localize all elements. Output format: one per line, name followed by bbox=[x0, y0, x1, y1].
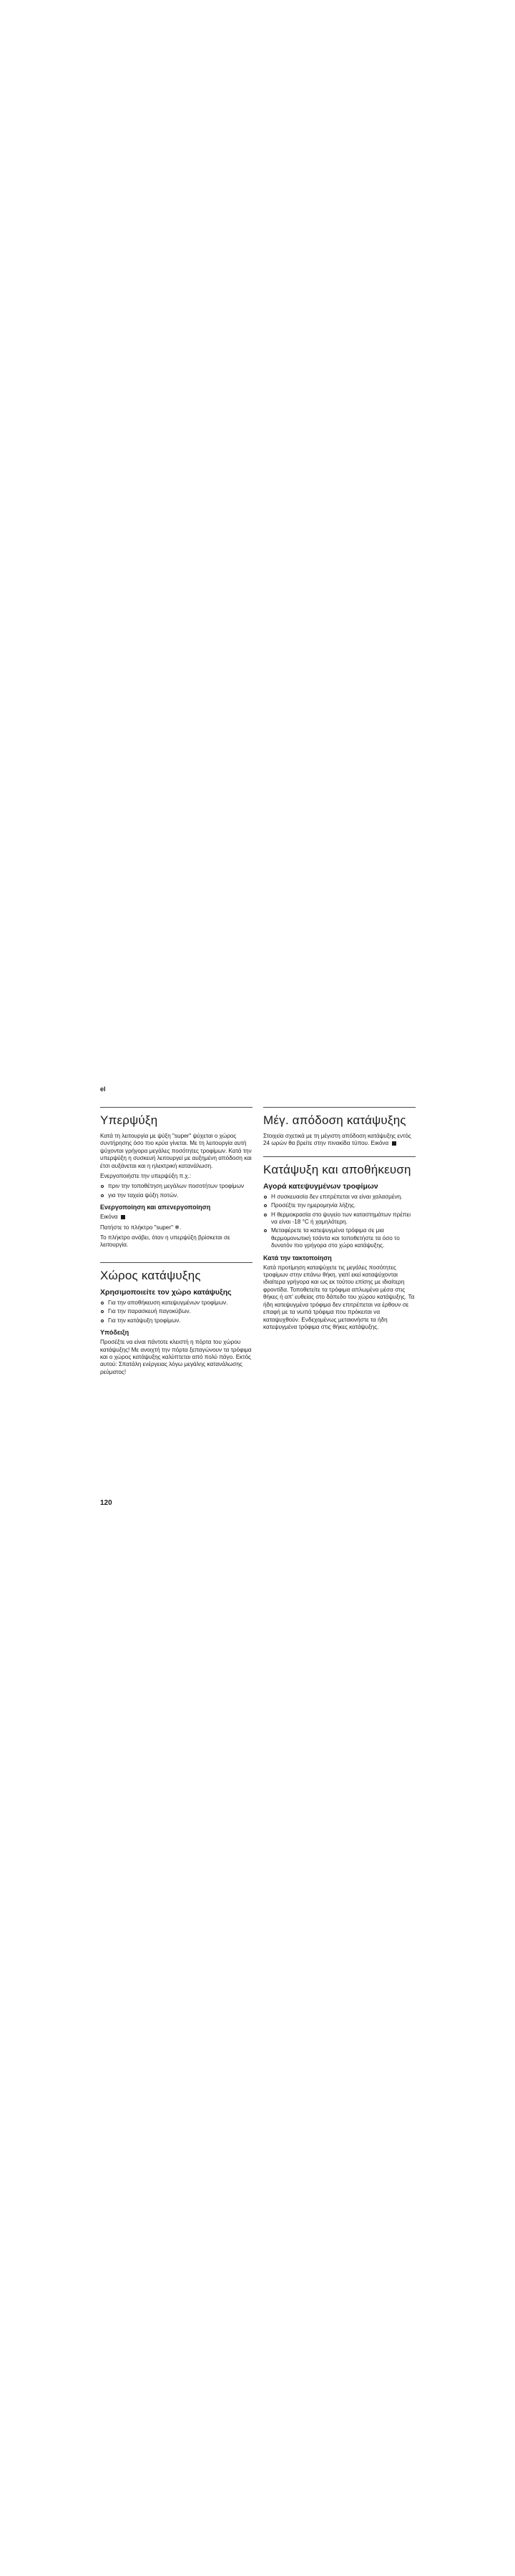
bullet-icon bbox=[101, 1319, 104, 1322]
purchase-heading: Αγορά κατεψυγμένων τροφίμων bbox=[263, 1181, 378, 1191]
list-item-text: Για την παρασκευή παγοκύβων. bbox=[108, 1308, 191, 1315]
bullet-icon bbox=[264, 1204, 267, 1207]
freezer-use-list bbox=[100, 1299, 252, 1324]
purchase-list bbox=[263, 1194, 416, 1250]
supercool-figure-ref bbox=[100, 1214, 252, 1221]
note-text: Προσέξτε να είναι πάντοτε κλειστή η πόρτα του χώρου κατάψυξης! Με ανοιχτή την πόρτα ξεπαγώνουν τα τρόφιμα και ο χώρος κατάψυξης καλύπτεται από πολύ πάγο. Εκτός αυτού: Σπατάλη ενέργειας λόγω μεγάλης κατανάλωσης ρεύματος! bbox=[100, 1339, 252, 1375]
bullet-icon bbox=[101, 1194, 104, 1197]
list-item-text: για την ταχεία ψύξη ποτών. bbox=[108, 1191, 179, 1199]
max-capacity-section bbox=[263, 1107, 416, 1148]
figure-reference-icon bbox=[392, 1141, 396, 1146]
bullet-icon bbox=[264, 1196, 267, 1199]
list-item bbox=[100, 1183, 252, 1190]
freezing-storage-title: Κατάψυξη και αποθήκευση bbox=[263, 1162, 411, 1176]
list-item bbox=[100, 1317, 252, 1324]
bullet-icon bbox=[101, 1310, 104, 1313]
supercool-use-list bbox=[100, 1183, 252, 1199]
figure-reference-icon bbox=[121, 1215, 125, 1219]
list-item bbox=[263, 1202, 416, 1209]
supercool-use-lead: Ενεργοποιήστε την υπερψύξη π.χ.: bbox=[100, 1173, 192, 1180]
supercool-toggle-heading: Ενεργοποίηση και απενεργοποίηση bbox=[100, 1204, 211, 1211]
page-number: 120 bbox=[100, 1499, 112, 1507]
freezing-storage-section bbox=[263, 1156, 416, 1332]
section-divider bbox=[263, 1107, 416, 1108]
max-capacity-text: Στοιχεία σχετικά με τη μέγιστη απόδοση κατάψυξης εντός 24 ωρών θα βρείτε στην πινακίδα τύπου. Εικόνα bbox=[263, 1133, 411, 1147]
loading-text: Κατά προτίμηση καταψύχετε τις μεγάλες ποσότητες τροφίμων στην επάνω θήκη, γιατί εκεί καταψύχονται ιδιαίτερα γρήγορα και ως εκ τούτου επίσης με ιδιαίτερη φροντίδα. Τοποθετείτε τα τρόφιμα απλωμένα μέσα στις θήκες ή απ' ευθείας στο δάπεδο του χώρου κατάψυξης. Τα ήδη κατεψυγμένα τρόφιμα δεν επιτρέπεται να έρθουν σε επαφή με τα νωπά τρόφιμα που πρόκειται να καταψυχθούν. Ενδεχομένως μετακινήστε τα ήδη κατεψυγμένα τρόφιμα στις θήκες κατάψυξης. bbox=[263, 1264, 415, 1330]
max-capacity-title: Μέγ. απόδοση κατάψυξης bbox=[263, 1113, 406, 1127]
list-item-text: Η συσκευασία δεν επιτρέπεται να είναι χαλασμένη. bbox=[271, 1193, 403, 1200]
supercool-intro: Κατά τη λειτουργία με ψύξη "super" ψύχεται ο χώρος συντήρησης όσο πιο κρύα γίνεται. Με τη λειτουργία αυτή ψύχονται γρήγορα μεγάλες ποσότητες τροφίμων. Κατά την υπερψύξη η συσκευή λειτουργεί με αυξημένη απόδοση και έτσι αυξάνεται και η ηλεκτρική κατανάλωση. bbox=[100, 1133, 252, 1169]
freezer-storage-section bbox=[100, 1262, 252, 1376]
list-item-text: Για την αποθήκευση κατεψυγμένων τροφίμων. bbox=[108, 1299, 228, 1306]
list-item bbox=[263, 1227, 416, 1249]
freezer-use-heading: Χρησιμοποιείτε τον χώρο κατάψυξης bbox=[100, 1287, 232, 1297]
language-tag: el bbox=[100, 1085, 106, 1093]
list-item-text: Η θερμοκρασία στο ψυγείο των καταστημάτων πρέπει να είναι -18 °C ή χαμηλότερη. bbox=[271, 1211, 411, 1226]
left-column bbox=[100, 1107, 252, 1379]
list-item-text: Μεταφέρετε τα κατεψυγμένα τρόφιμα σε μια θερμομονωτική τσάντα και τοποθετήστε τα όσο το δυνατόν πιο γρήγορα στο χώρο κατάψυξης. bbox=[271, 1227, 400, 1249]
bullet-icon bbox=[101, 1302, 104, 1304]
supercool-section bbox=[100, 1107, 252, 1249]
max-capacity-text-wrap bbox=[263, 1133, 416, 1148]
list-item bbox=[100, 1192, 252, 1199]
section-divider bbox=[263, 1156, 416, 1157]
freezer-storage-title: Χώρος κατάψυξης bbox=[100, 1268, 201, 1282]
list-item-text: Για την κατάψυξη τροφίμων. bbox=[108, 1317, 181, 1324]
bullet-icon bbox=[101, 1185, 104, 1188]
list-item-text: Προσέξτε την ημερομηνία λήξης. bbox=[271, 1202, 356, 1209]
note-label: Υπόδειξη bbox=[100, 1329, 129, 1337]
supercool-title: Υπερψύξη bbox=[100, 1113, 158, 1127]
list-item bbox=[100, 1299, 252, 1307]
bullet-icon bbox=[264, 1229, 267, 1232]
list-item bbox=[263, 1211, 416, 1226]
bullet-icon bbox=[264, 1214, 267, 1216]
list-item-text: πριν την τοποθέτηση μεγάλων ποσοτήτων τροφίμων bbox=[108, 1183, 245, 1190]
section-divider bbox=[100, 1262, 252, 1263]
list-item bbox=[100, 1308, 252, 1315]
loading-heading: Κατά την τακτοποίηση bbox=[263, 1254, 332, 1262]
supercool-press-button: Πατήστε το πλήκτρο "super" ❄. bbox=[100, 1224, 182, 1231]
right-column bbox=[263, 1107, 416, 1334]
section-divider bbox=[100, 1107, 252, 1108]
list-item bbox=[263, 1194, 416, 1201]
supercool-auto-off: Το πλήκτρο ανάβει, όταν η υπερψύξη βρίσκεται σε λειτουργία. bbox=[100, 1234, 230, 1249]
figure-label: Εικόνα bbox=[100, 1214, 118, 1221]
